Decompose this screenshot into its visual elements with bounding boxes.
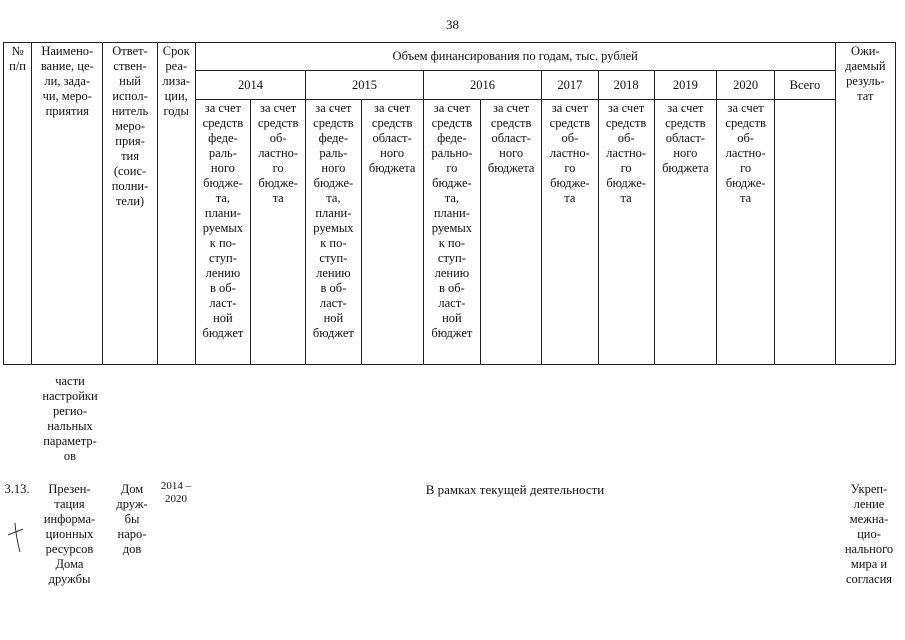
pen-mark-icon — [5, 521, 27, 555]
header-responsible: Ответ- ствен- ный испол- нитель меро- прия- тия (соис- полни- тели) — [103, 43, 157, 365]
row-3-13-name: Презен- тация информа- ционных ресурсов Дома дружбы — [43, 482, 96, 586]
header-result: Ожи- даемый резуль- тат — [835, 43, 895, 365]
sub-2016-federal: за счет средств феде- рально- го бюдже- та, плани- руемых к по- ступ- лению в об- ласт- ной бюджет — [423, 100, 480, 365]
total-header: Всего — [775, 71, 835, 100]
sub-2017-regional: за счет средств об- ластно- го бюдже- та — [542, 100, 598, 365]
year-2014: 2014 — [195, 71, 305, 100]
year-2020: 2020 — [717, 71, 775, 100]
sub-2019-regional: за счет средств област- ного бюджета — [654, 100, 716, 365]
header-name: Наимено- вание, це- ли, зада- чи, меро- приятия — [32, 43, 103, 365]
sub-2015-federal: за счет средств феде- раль- ного бюдже- та, плани- руемых к по- ступ- лению в об- ласт- ной бюджет — [306, 100, 361, 365]
row-3-13-responsible: Дом друж- бы наро- дов — [116, 482, 148, 556]
row-3-13-num: 3.13. — [4, 482, 30, 496]
sub-2014-federal: за счет средств феде- раль- ного бюдже- та, плани- руемых к по- ступ- лению в об- ласт- ной бюджет — [195, 100, 250, 365]
row-3-13-result: Укреп- ление межна- цио- нального мира и согласия — [844, 482, 894, 586]
header-term: Срок реа- лиза- ции, годы — [157, 43, 195, 365]
year-2018: 2018 — [598, 71, 654, 100]
continuation-text: части настройки регио- нальных параметр- ов — [42, 374, 98, 463]
year-2017: 2017 — [542, 71, 598, 100]
sub-2016-regional: за счет средств област- ного бюджета — [481, 100, 542, 365]
sub-2018-regional: за счет средств об- ластно- го бюдже- та — [598, 100, 654, 365]
header-num: № п/п — [4, 43, 32, 365]
year-2019: 2019 — [654, 71, 716, 100]
header-funding: Объем финансирования по годам, тыс. рублей — [195, 43, 835, 71]
sub-2015-regional: за счет средств област- ного бюджета — [361, 100, 423, 365]
page-number: 38 — [446, 17, 459, 32]
year-2016: 2016 — [423, 71, 542, 100]
year-2015: 2015 — [306, 71, 424, 100]
sub-2014-regional: за счет средств об- ластно- го бюдже- та — [251, 100, 306, 365]
row-3-13-funding: В рамках текущей деятельности — [425, 482, 605, 497]
sub-2020-regional: за счет средств об- ластно- го бюдже- та — [717, 100, 775, 365]
sub-total-empty — [775, 100, 835, 365]
funding-table — [3, 42, 896, 365]
row-3-13-term: 2014 – 2020 — [160, 480, 192, 505]
